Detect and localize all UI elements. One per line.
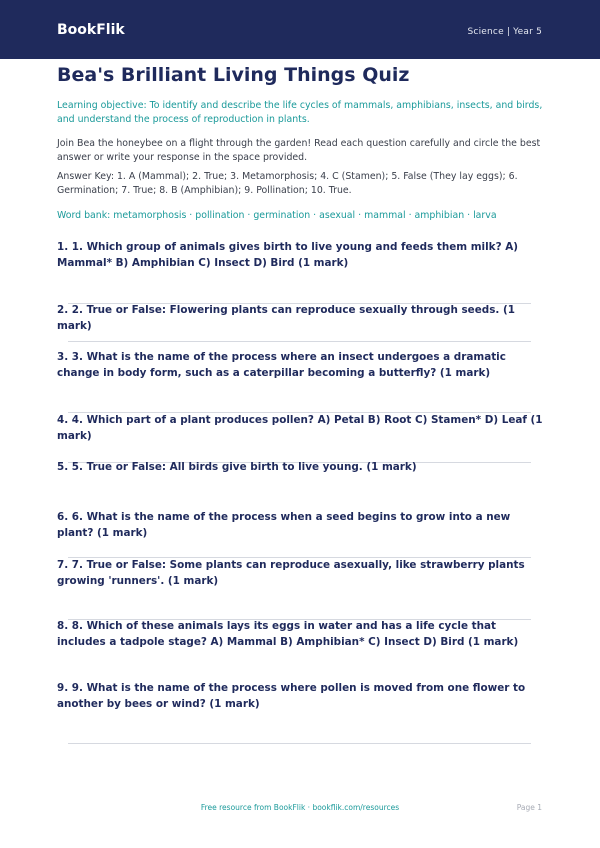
word-bank: Word bank: metamorphosis · pollination · germination · asexual · mammal · amphibian · larva — [57, 210, 497, 221]
learning-objective: Learning objective: To identify and describe the life cycles of mammals, amphibians, insects, and birds, and understand the process of reproduction in plants. — [57, 100, 543, 125]
page-title: Bea's Brilliant Living Things Quiz — [57, 64, 410, 86]
question-7: 7. 7. True or False: Some plants can reproduce asexually, like strawberry plants growing 'runners'. (1 mark) — [57, 559, 525, 587]
question-2: 2. 2. True or False: Flowering plants can reproduce sexually through seeds. (1 mark) — [57, 304, 515, 332]
question-8: 8. 8. Which of these animals lays its eggs in water and has a life cycle that includes a tadpole stage? A) Mammal B) Amphibian* C) Insect D) Bird (1 mark) — [57, 620, 519, 648]
question-3: 3. 3. What is the name of the process where an insect undergoes a dramatic change in body form, such as a caterpillar becoming a butterfly? (1 mark) — [57, 351, 506, 379]
answer-key: Answer Key: 1. A (Mammal); 2. True; 3. Metamorphosis; 4. C (Stamen); 5. False (They lay eggs); 6. Germination; 7. True; 8. B (Amphibian); 9. Pollination; 10. True. — [57, 171, 518, 196]
intro-text: Join Bea the honeybee on a flight through the garden! Read each question carefully and circle the best answer or write your response in the space provided. — [57, 138, 541, 163]
answer-line-2b[interactable] — [68, 341, 531, 342]
subject-year-label: Science | Year 5 — [467, 27, 542, 37]
question-4: 4. 4. Which part of a plant produces pollen? A) Petal B) Root C) Stamen* D) Leaf (1 mark) — [57, 414, 543, 442]
footer-credit[interactable]: Free resource from BookFlik · bookflik.com/resources — [200, 803, 400, 812]
question-5: 5. 5. True or False: All birds give birth to live young. (1 mark) — [57, 461, 417, 473]
answer-line-9[interactable] — [68, 743, 531, 744]
question-6: 6. 6. What is the name of the process when a seed begins to grow into a new plant? (1 mark) — [57, 511, 511, 539]
header-bar — [0, 0, 600, 59]
brand-logo[interactable]: BookFlik — [57, 22, 125, 38]
question-9: 9. 9. What is the name of the process where pollen is moved from one flower to another by bees or wind? (1 mark) — [57, 682, 526, 710]
page-number: Page 1 — [516, 803, 542, 812]
question-1: 1. 1. Which group of animals gives birth to live young and feeds them milk? A) Mammal* B) Amphibian C) Insect D) Bird (1 mark) — [57, 241, 519, 269]
